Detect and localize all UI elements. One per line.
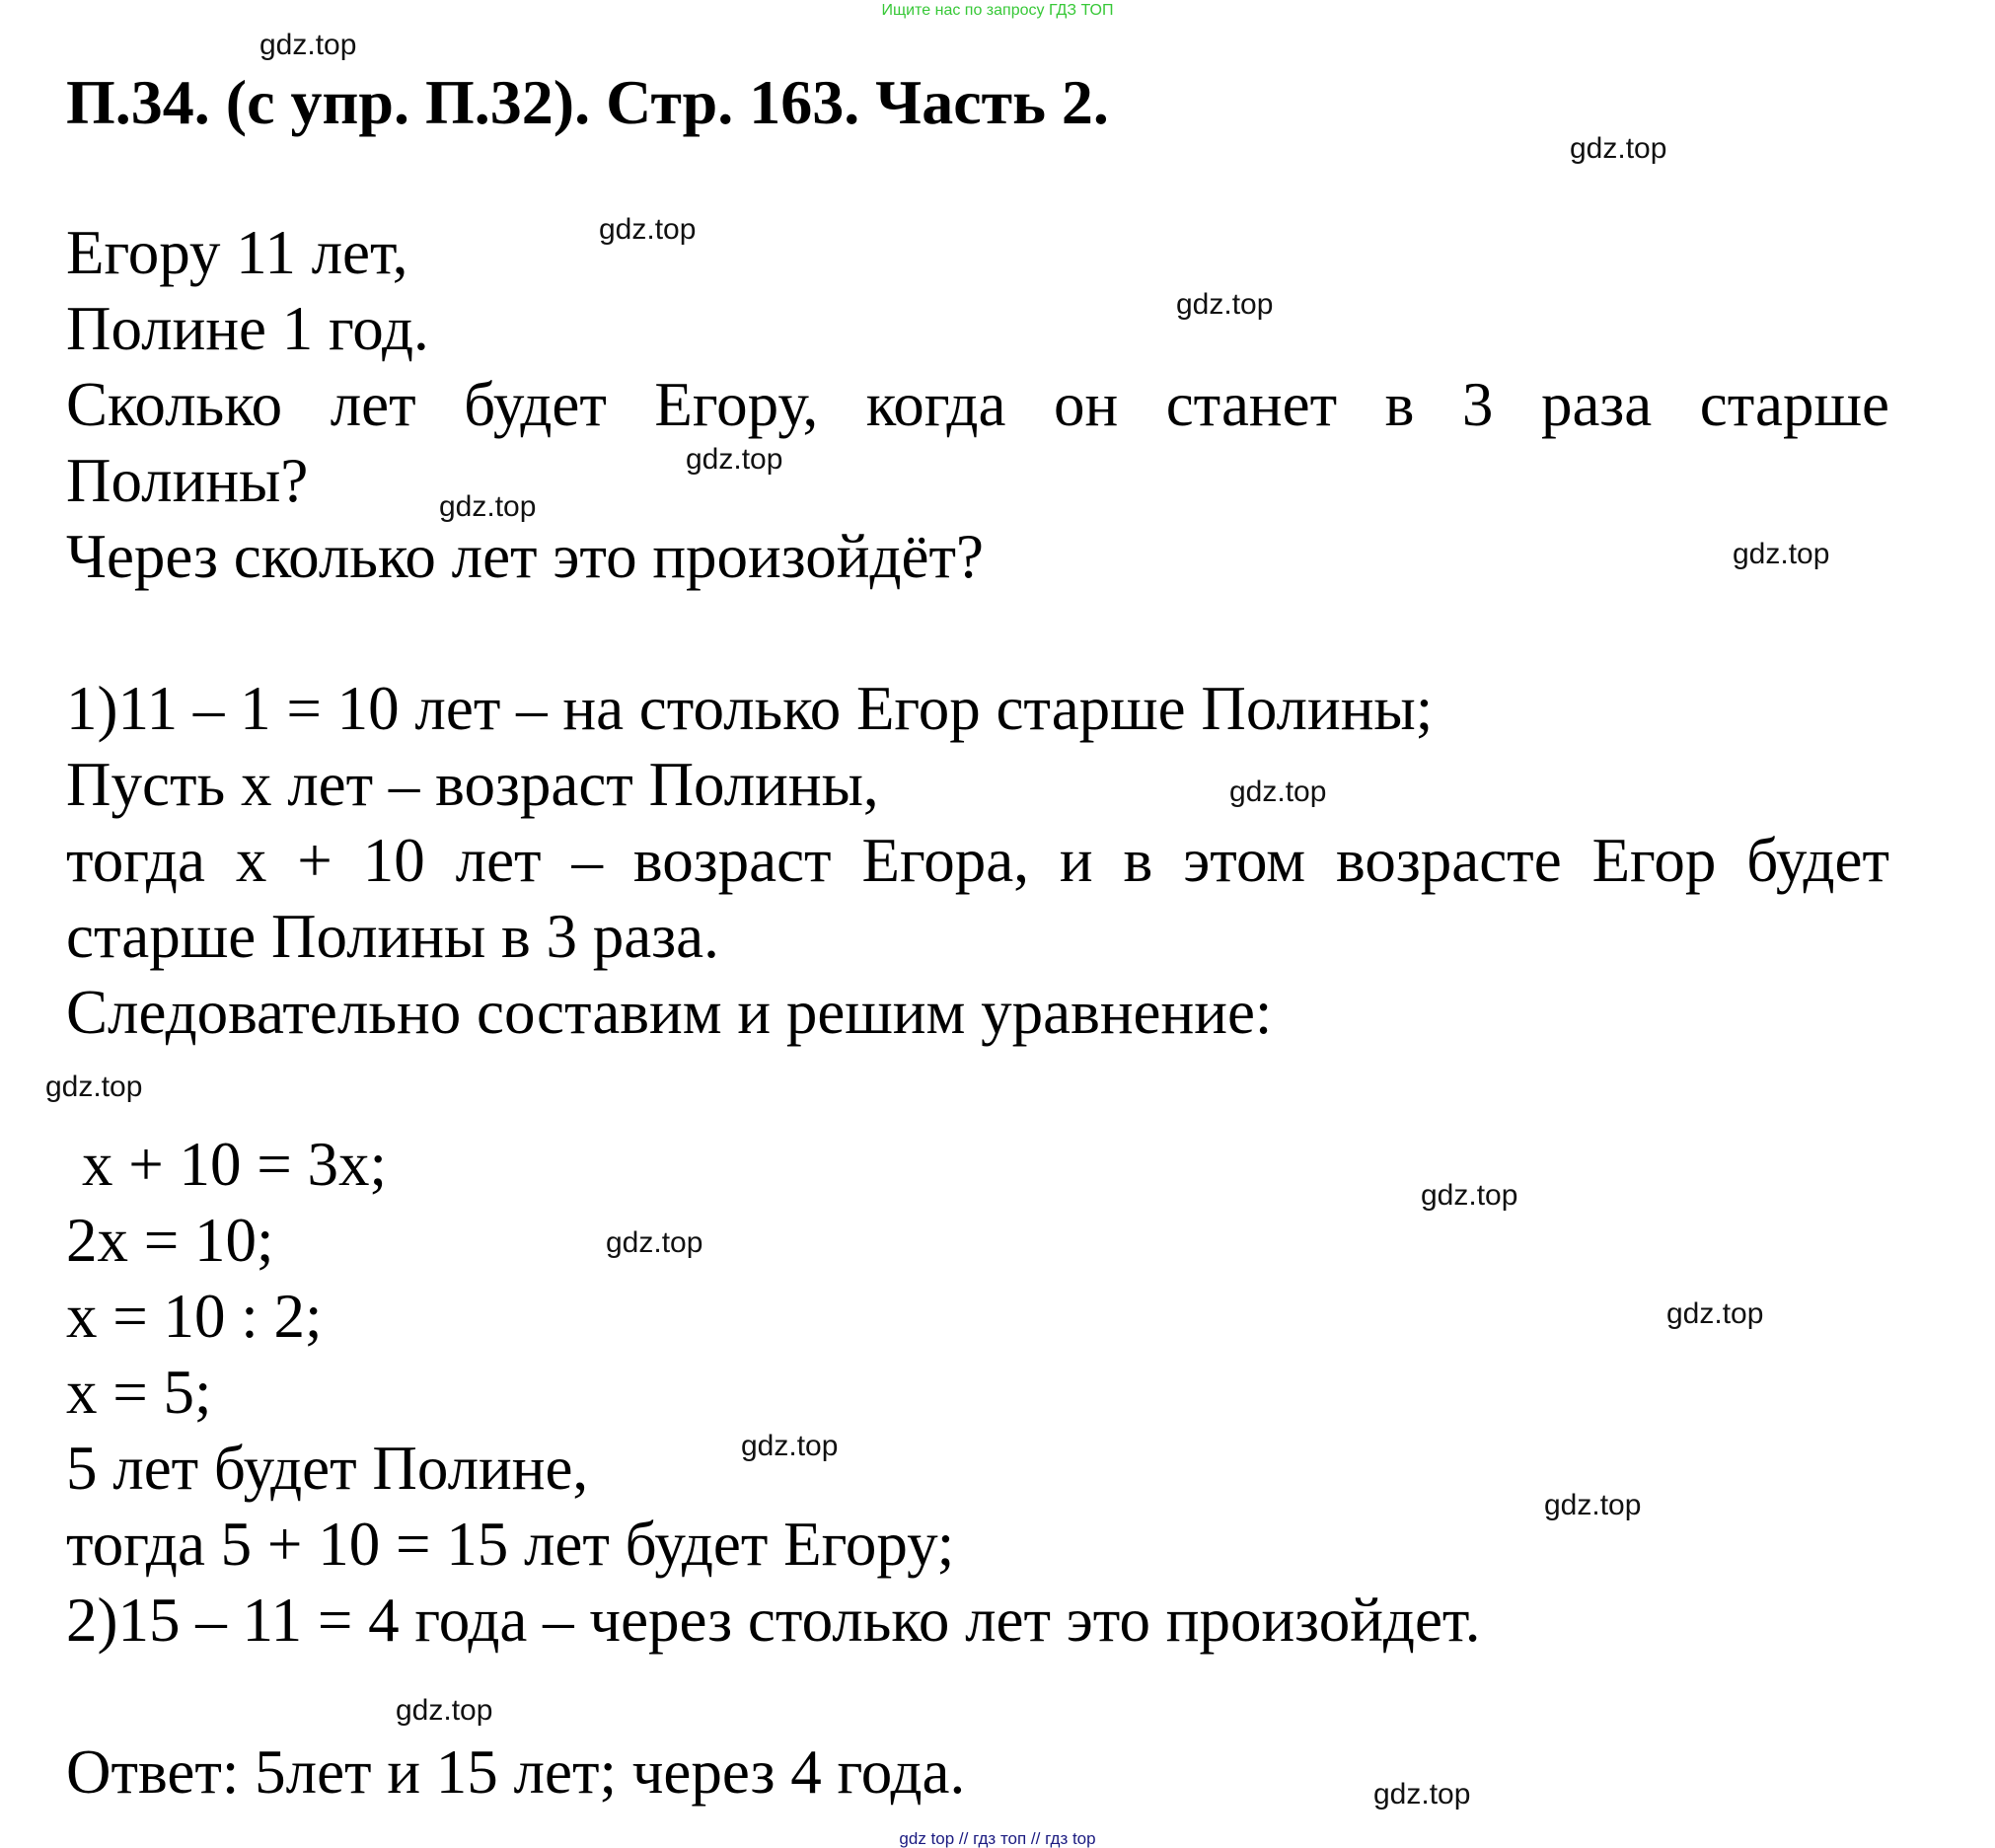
watermark: gdz.top [1176,288,1274,321]
equation-block [66,1127,1889,1659]
problem-line: Сколько лет будет Егору, когда он станет в 3 раза старше [66,370,1889,439]
solution-line: тогда х + 10 лет – возраст Егора, и в этом возрасте Егор будет [66,826,1889,895]
equation-line: тогда 5 + 10 = 15 лет будет Егору; [66,1510,955,1579]
solution-line: 1)11 – 1 = 10 лет – на столько Егор старше Полины; [66,674,1434,743]
watermark: gdz.top [45,1071,143,1103]
equation-line: х = 10 : 2; [66,1282,323,1351]
watermark: gdz.top [1421,1179,1518,1212]
watermark: gdz.top [686,443,783,476]
problem-line: Полины? [66,446,309,515]
solution-block [66,671,1889,1051]
watermark: gdz.top [1733,538,1830,570]
equation-line: х = 5; [66,1358,212,1427]
problem-line: Через сколько лет это произойдёт? [66,522,984,591]
equation-line: 2)15 – 11 = 4 года – через столько лет это произойдет. [66,1586,1481,1655]
equation-line: 2х = 10; [66,1206,274,1275]
problem-line: Полине 1 год. [66,294,429,363]
watermark: gdz.top [1373,1778,1471,1811]
watermark: gdz.top [1229,776,1327,808]
watermark: gdz.top [599,213,697,246]
watermark: gdz.top [1666,1297,1764,1330]
equation-line: х + 10 = 3х; [82,1130,388,1199]
watermark: gdz.top [439,490,537,523]
watermark: gdz.top [259,29,357,61]
answer [66,1735,1889,1811]
watermark: gdz.top [741,1430,839,1462]
solution-line: Пусть х лет – возраст Полины, [66,750,879,819]
problem-line: Егору 11 лет, [66,218,408,287]
watermark: gdz.top [1544,1489,1642,1521]
watermark: gdz.top [606,1226,703,1259]
watermark: gdz.top [1570,132,1667,165]
search-banner: Ищите нас по запросу ГДЗ ТОП [881,2,1114,19]
page-title: П.34. (с упр. П.32). Стр. 163. Часть 2. [66,67,1109,137]
watermark: gdz.top [396,1694,493,1727]
solution-line: Следовательно составим и решим уравнение: [66,978,1273,1047]
problem-statement [66,215,1889,595]
footer-watermark: gdz top // гдз топ // гдз top [899,1829,1096,1848]
answer-line: Ответ: 5лет и 15 лет; через 4 года. [66,1737,966,1807]
equation-line: 5 лет будет Полине, [66,1434,589,1503]
solution-line: старше Полины в 3 раза. [66,902,719,971]
